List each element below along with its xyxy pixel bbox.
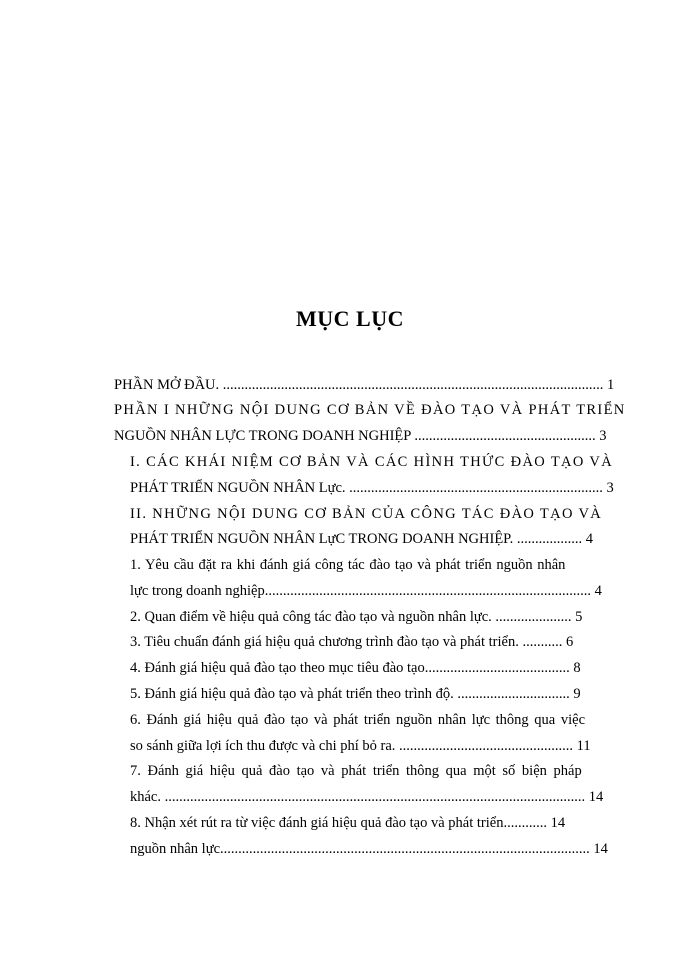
- toc-entry[interactable]: II. NHỮNG NỘI DUNG CƠ BẢN CỦA CÔNG TÁC ĐÀO TẠO VÀ: [130, 506, 603, 522]
- toc-entry[interactable]: 3. Tiêu chuẩn đánh giá hiệu quả chương trình đào tạo và phát triển. ........... 6: [130, 634, 574, 650]
- toc-entry[interactable]: 5. Đánh giá hiệu quả đào tạo và phát triển theo trình độ. ............................... 9: [130, 686, 581, 702]
- toc-entry[interactable]: 4. Đánh giá hiệu quả đào tạo theo mục tiêu đào tạo........................................ 8: [130, 660, 581, 676]
- toc-entry[interactable]: lực trong doanh nghiệp.......................................................................................... 4: [130, 583, 602, 599]
- toc-entry[interactable]: PHẦN MỞ ĐẦU. ......................................................................................................... 1: [114, 377, 615, 393]
- toc-entry[interactable]: 7. Đánh giá hiệu quả đào tạo và phát triển thông qua một số biện pháp: [130, 763, 582, 779]
- toc-entry[interactable]: PHẦN I NHỮNG NỘI DUNG CƠ BẢN VỀ ĐÀO TẠO VÀ PHÁT TRIỂN: [114, 402, 626, 418]
- toc-entry[interactable]: so sánh giữa lợi ích thu được và chi phí bỏ ra. ................................................ 11: [130, 738, 591, 754]
- page-title: MỤC LỤC: [296, 306, 404, 331]
- toc-entry[interactable]: PHÁT TRIỂN NGUỒN NHÂN LựC TRONG DOANH NGHIỆP. .................. 4: [130, 531, 594, 547]
- toc-entry[interactable]: nguồn nhân lực...................................................................................................... 14: [130, 841, 608, 857]
- toc-entry[interactable]: 6. Đánh giá hiệu quả đào tạo và phát triển nguồn nhân lực thông qua việc: [130, 712, 586, 728]
- toc-entry[interactable]: 1. Yêu cầu đặt ra khi đánh giá công tác đào tạo và phát triển nguồn nhân: [130, 557, 566, 573]
- toc-entry[interactable]: I. CÁC KHÁI NIỆM CƠ BẢN VÀ CÁC HÌNH THỨC ĐÀO TẠO VÀ: [130, 454, 614, 470]
- toc-entry[interactable]: PHÁT TRIỂN NGUỒN NHÂN Lực. ...................................................................... 3: [130, 480, 614, 496]
- toc-entry[interactable]: 8. Nhận xét rút ra từ việc đánh giá hiệu quả đào tạo và phát triển............ 14: [130, 815, 566, 831]
- toc-entry[interactable]: NGUỒN NHÂN LỰC TRONG DOANH NGHIỆP .................................................. 3: [114, 428, 607, 444]
- toc-entry[interactable]: 2. Quan điểm về hiệu quả công tác đào tạo và nguồn nhân lực. ..................... 5: [130, 609, 583, 625]
- toc-entry[interactable]: khác. .................................................................................................................... 14: [130, 789, 604, 805]
